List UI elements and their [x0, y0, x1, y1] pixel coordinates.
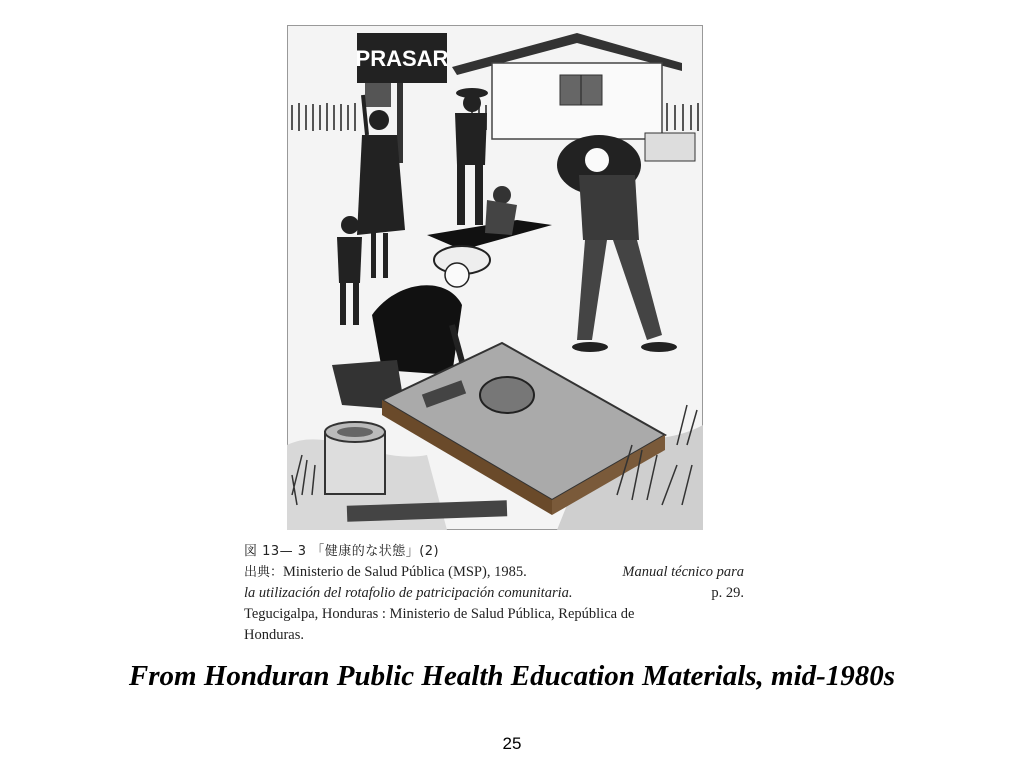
health-illustration [287, 25, 703, 530]
caption-line-1 [244, 562, 744, 583]
caption-line-3: Tegucigalpa, Honduras : Ministerio de Salud Pública, República de [244, 606, 635, 622]
source-title-part1: Manual técnico para [622, 564, 744, 580]
slide-title: From Honduran Public Health Education Materials, mid-1980s [128, 660, 896, 692]
caption-line-4: Honduras. [244, 627, 305, 643]
source-title-part2: la utilización del rotafolio de patricipación comunitaria. [244, 585, 573, 601]
concrete-cylinder [325, 422, 385, 494]
figure-caption [244, 541, 744, 646]
caption-line-2 [244, 583, 744, 604]
page-number: 25 [502, 734, 522, 753]
sign-text: PRASAR [355, 46, 449, 71]
source-label: 出典： [244, 565, 284, 580]
figure-label: 図 13— 3 「健康的な状態」(2) [244, 544, 440, 559]
source-citation: Ministerio de Salud Pública (MSP), 1985. [283, 564, 527, 580]
source-page: p. 29. [711, 585, 744, 601]
illustration-drawing [287, 25, 703, 530]
